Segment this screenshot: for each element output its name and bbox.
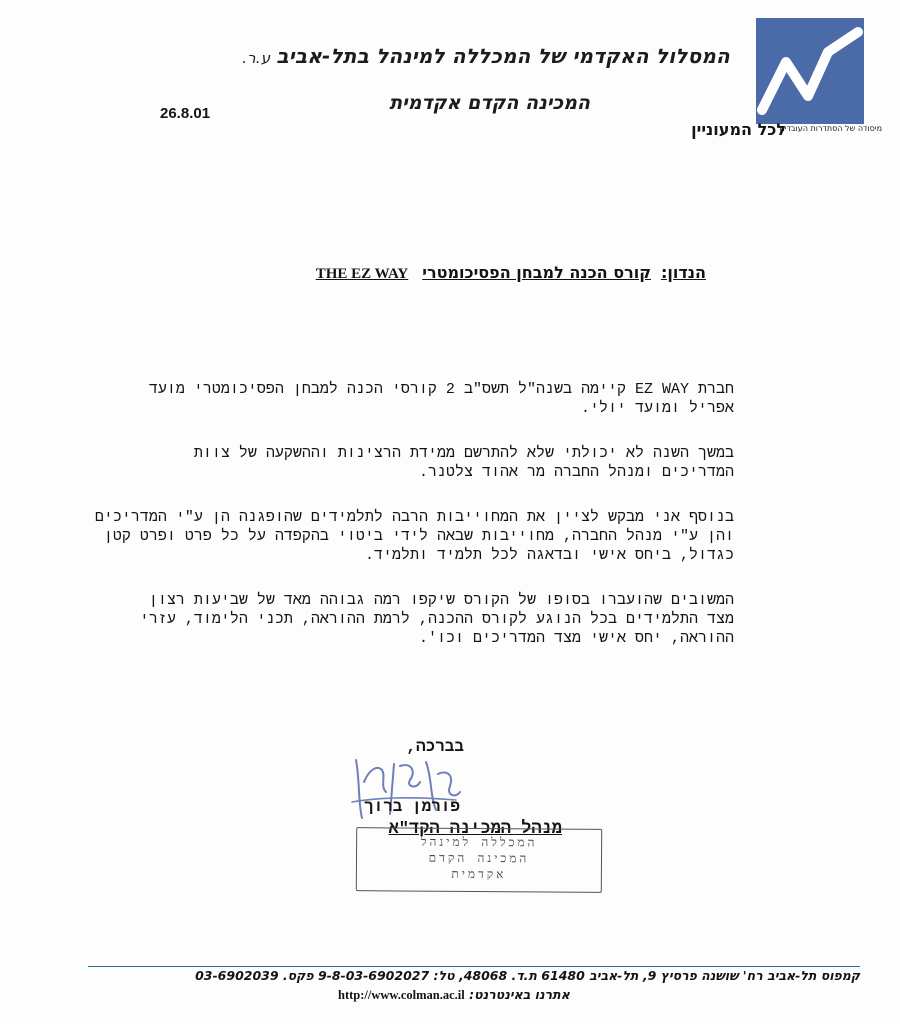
- colman-logo: [756, 18, 864, 124]
- body-line: אפריל ומועד יולי.: [580, 400, 734, 417]
- body-line: מצד התלמידים בכל הנוגע לקורס ההכנה, לרמת ההוראה, תכני הלימוד, עזרי: [139, 611, 734, 628]
- body-paragraph: [139, 591, 734, 648]
- body-line: המשובים שהועברו בסופו של הקורס שיקפו רמה גבוהה מאד של שביעות רצון: [148, 592, 734, 609]
- signer-name: פורמן ברוך: [363, 798, 460, 816]
- stamp-line: אקדמית: [451, 866, 507, 882]
- subject-label: הנדון:: [660, 263, 706, 282]
- body-line: והן ע"י מנהל החברה, מחוייבות שבאה לידי ביטוי בהקפדה על כל פרט ופרט קטן: [103, 528, 734, 545]
- footer-web-label: אתרנו באינטרנט:: [469, 987, 570, 1002]
- logo-caption: מיסודה של הסתדרות העובדים: [779, 124, 882, 133]
- department-title: המכינה הקדם אקדמית: [389, 92, 590, 114]
- body-line: בנוסף אני מבקש לציין את המחוייבות הרבה לתלמידים שהופגנה הן ע"י המדריכים: [94, 509, 734, 526]
- institution-suffix: ע.ר.: [242, 49, 271, 67]
- website-link[interactable]: http://www.colman.ac.il: [338, 988, 465, 1002]
- stamp-line: המכינה הקדם: [428, 850, 530, 866]
- stamp-line: המכללה למינהל: [420, 834, 538, 850]
- body-paragraph: [179, 444, 734, 482]
- footer-divider: [88, 966, 860, 967]
- official-stamp: [356, 827, 602, 893]
- body-paragraph: [148, 380, 734, 418]
- footer-website: [338, 987, 570, 1003]
- zigzag-logo-icon: [756, 18, 864, 124]
- body-paragraph: [94, 508, 734, 565]
- body-line: המדריכים ומנהל החברה מר אהוד צלטנר.: [418, 464, 734, 481]
- body-line: במשך השנה לא יכולתי שלא להתרשם ממידת הרצינות וההשקעה של צוות: [193, 445, 734, 462]
- body-line: כגדול, ביחס אישי ובדאגה לכל תלמיד ותלמיד.: [364, 547, 734, 564]
- institution-name: המסלול האקדמי של המכללה למינהל בתל-אביב: [276, 44, 730, 68]
- closing: בברכה,: [406, 738, 464, 756]
- body-line: חברת EZ WAY קיימה בשנה"ל תשס"ב 2 קורסי הכנה למבחן הפסיכומטרי מועד: [148, 381, 734, 398]
- letter-body: [94, 380, 734, 674]
- body-line: ההוראה, יחס אישי מצד המדריכים וכו'.: [418, 630, 734, 647]
- footer-address: קמפוס תל-אביב רח' שושנה פרסיץ 9, תל-אביב 61480 ת.ד. 48068, טל: 9-8-03-6902027 פקס. 03-6902039: [195, 968, 860, 983]
- recipient: לכל המעוניין: [691, 120, 786, 139]
- institution-title: [242, 44, 730, 68]
- signer-title: מנהל המכינה הקד"א: [388, 820, 562, 839]
- subject-text: קורס הכנה למבחן הפסיכומטרי: [422, 263, 651, 282]
- letter-date: 26.8.01: [160, 105, 211, 122]
- subject-english: THE EZ WAY: [315, 266, 409, 282]
- subject-line: [316, 263, 706, 283]
